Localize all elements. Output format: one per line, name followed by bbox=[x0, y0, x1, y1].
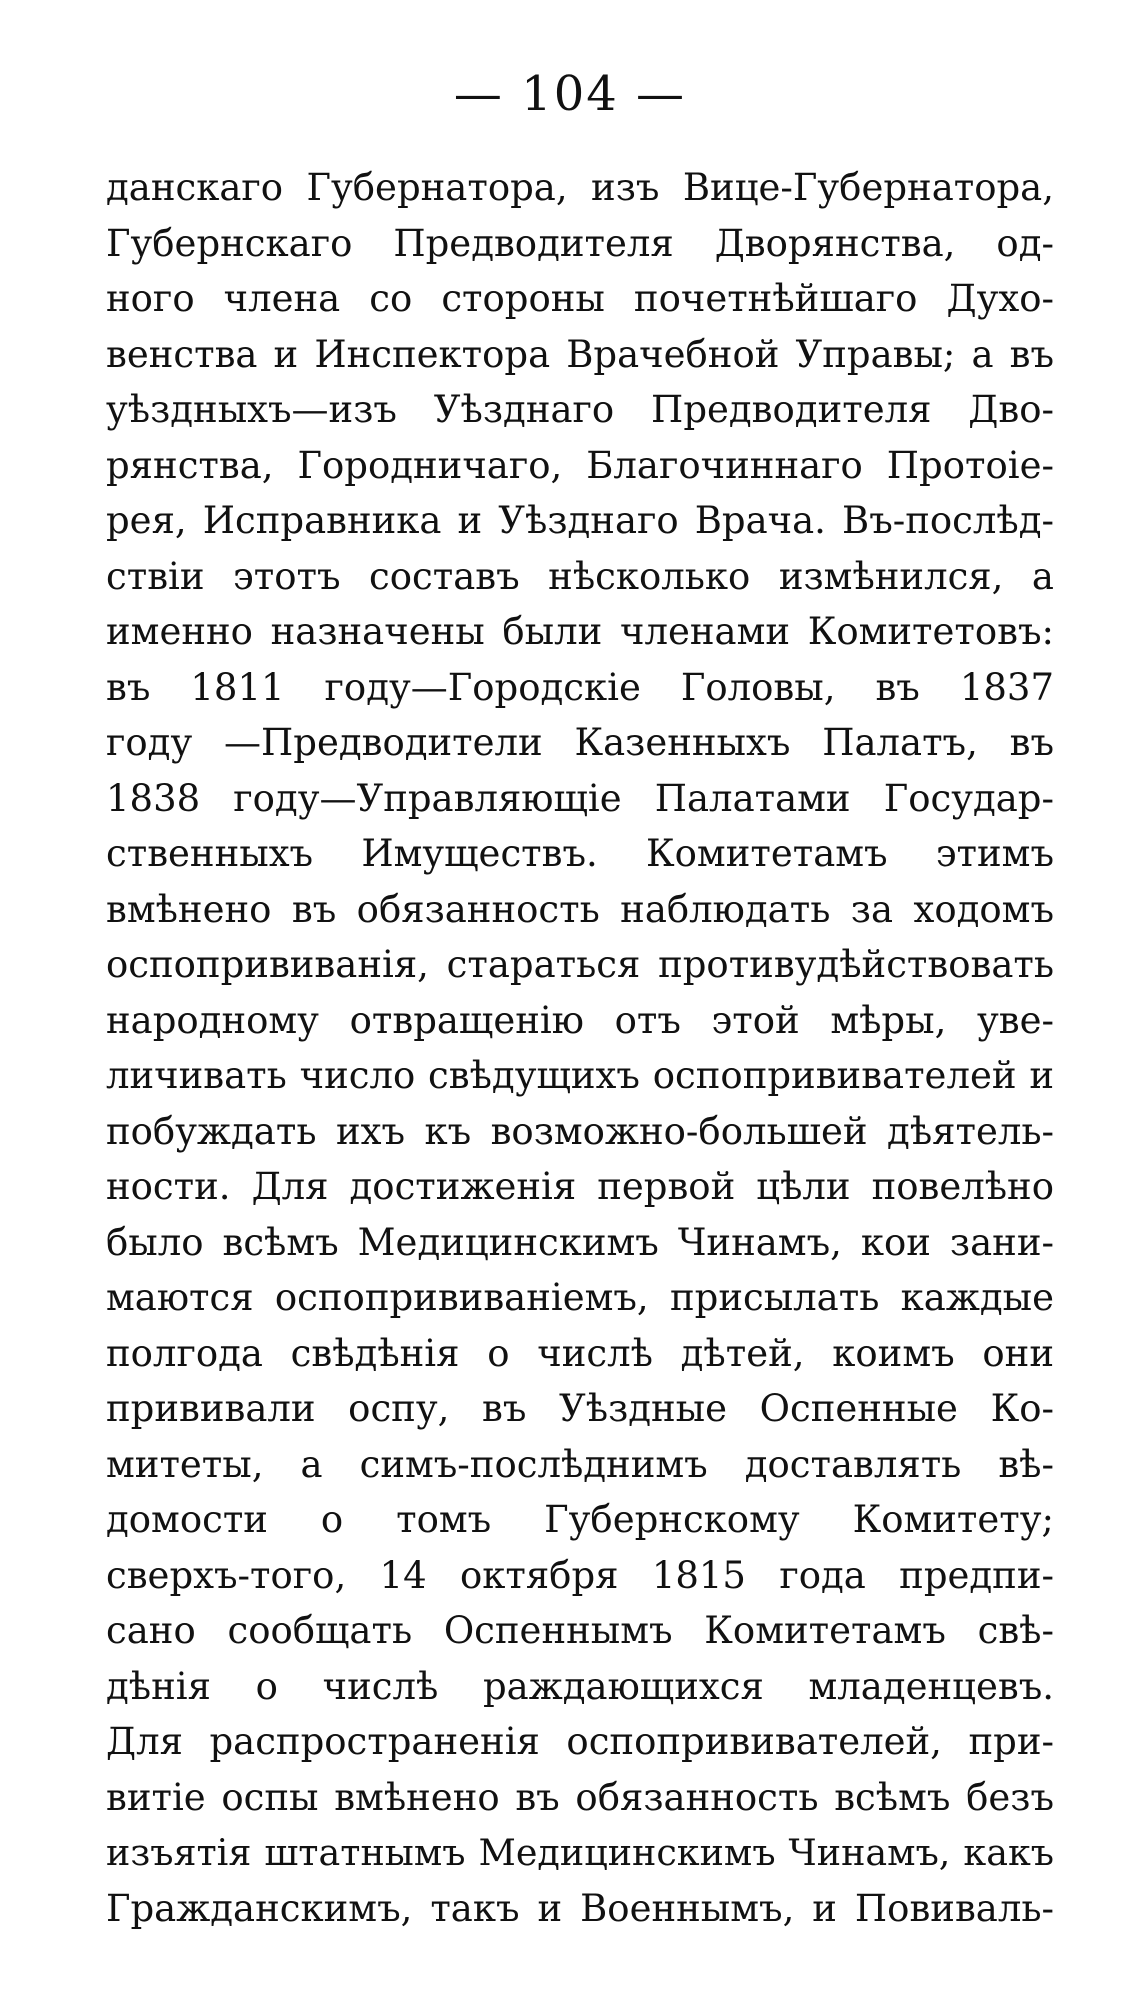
text-line: данскаго Губернатора, изъ Вице-Губернатора, bbox=[106, 166, 1054, 209]
text-line: рянства, Городничаго, Благочиннаго Протоіе- bbox=[106, 443, 1054, 487]
text-line: году —Предводители Казенныхъ Палатъ, въ bbox=[106, 721, 1054, 764]
text-line: изъятія штатнымъ Медицинскимъ Чинамъ, какъ bbox=[106, 1831, 1054, 1874]
text-line: побуждать ихъ къ возможно-большей дѣятель- bbox=[106, 1109, 1054, 1153]
text-line: народному отвращенію отъ этой мѣры, уве- bbox=[106, 998, 1054, 1042]
text-line: 1838 году—Управляющіе Палатами Государ- bbox=[106, 776, 1054, 820]
text-line: ствіи этотъ составъ нѣсколько измѣнился, а bbox=[106, 554, 1054, 598]
text-line: оспопрививанія, стараться противудѣйствовать bbox=[106, 943, 1054, 986]
text-line: именно назначены были членами Комитетовъ: bbox=[106, 610, 1054, 653]
text-line: венства и Инспектора Врачебной Управы; а въ bbox=[106, 332, 1054, 376]
text-line: въ 1811 году—Городскіе Головы, въ 1837 bbox=[106, 665, 1054, 709]
text-line: Для распространенія оспопрививателей, при- bbox=[106, 1720, 1054, 1763]
text-line: личивать число свѣдущихъ оспопрививателей и bbox=[106, 1054, 1054, 1097]
text-line: сано сообщать Оспеннымъ Комитетамъ свѣ- bbox=[106, 1609, 1054, 1652]
text-line: домости о томъ Губернскому Комитету; bbox=[106, 1498, 1054, 1541]
text-line: вмѣнено въ обязанность наблюдать за ходомъ bbox=[106, 887, 1054, 931]
text-line: митеты, а симъ-послѣднимъ доставлять вѣ- bbox=[106, 1442, 1054, 1486]
text-line: уѣздныхъ—изъ Уѣзднаго Предводителя Дво- bbox=[106, 388, 1054, 431]
body-text bbox=[106, 160, 1054, 1936]
text-line: дѣнія о числѣ раждающихся младенцевъ. bbox=[106, 1664, 1054, 1708]
text-line: прививали оспу, въ Уѣздные Оспенные Ко- bbox=[106, 1387, 1054, 1430]
text-line: сверхъ-того, 14 октября 1815 года предпи- bbox=[106, 1553, 1054, 1597]
text-line: Губернскаго Предводителя Дворянства, од- bbox=[106, 221, 1054, 265]
text-line: рея, Исправника и Уѣзднаго Врача. Въ-послѣд- bbox=[106, 499, 1054, 542]
text-line: Гражданскимъ, такъ и Военнымъ, и Повиваль- bbox=[106, 1886, 1054, 1930]
text-line: ности. Для достиженія первой цѣли повелѣно bbox=[106, 1165, 1054, 1208]
text-line: маются оспопрививаніемъ, присылать каждые bbox=[106, 1276, 1054, 1319]
text-line: полгода свѣдѣнія о числѣ дѣтей, коимъ они bbox=[106, 1331, 1054, 1375]
page-number: — 104 — bbox=[453, 66, 687, 122]
text-line: ственныхъ Имуществъ. Комитетамъ этимъ bbox=[106, 832, 1054, 875]
text-line: было всѣмъ Медицинскимъ Чинамъ, кои зани- bbox=[106, 1220, 1054, 1264]
text-line: витіе оспы вмѣнено въ обязанность всѣмъ безъ bbox=[106, 1775, 1054, 1819]
text-line: ного члена со стороны почетнѣйшаго Духо- bbox=[106, 277, 1054, 320]
